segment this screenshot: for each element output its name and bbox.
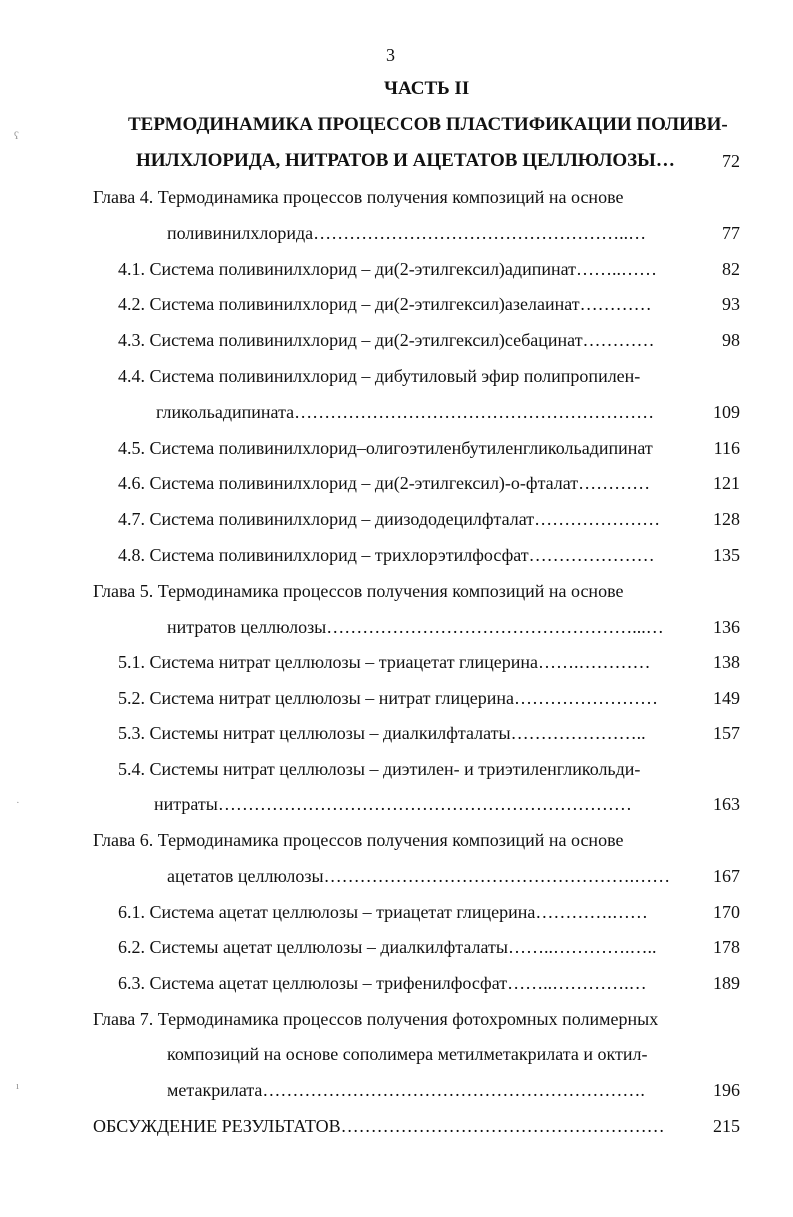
toc-item-page: 121: [713, 473, 740, 493]
chapter-page: 136: [713, 617, 740, 637]
toc-discussion: ОБСУЖДЕНИЕ РЕЗУЛЬТАТОВ………………………………………………: [93, 1116, 665, 1136]
toc-item-page: 149: [713, 688, 740, 708]
toc-item-5-3: 5.3. Системы нитрат целлюлозы – диалкилфталаты…………………..: [118, 723, 646, 743]
toc-item-page: 128: [713, 509, 740, 529]
toc-item-page: 109: [713, 402, 740, 422]
toc-item-page: 170: [713, 902, 740, 922]
chapter-title-line1: Глава 7. Термодинамика процессов получения фотохромных полимерных: [93, 1009, 659, 1029]
toc-discussion-page: 215: [713, 1116, 740, 1136]
toc-item-page: 189: [713, 973, 740, 993]
toc-item-4-2: 4.2. Система поливинилхлорид – ди(2-этилгексил)азелаинат…………: [118, 294, 652, 314]
toc-item-page: 157: [713, 723, 740, 743]
chapter-title-line2: поливинилхлорида……………………………………………..…: [167, 223, 647, 243]
chapter-page: 196: [713, 1080, 740, 1100]
chapter-title-line2: ацетатов целлюлозы…………………………………………….……: [167, 866, 671, 886]
part-heading-line1: ТЕРМОДИНАМИКА ПРОЦЕССОВ ПЛАСТИФИКАЦИИ ПОЛИВИ-: [128, 114, 728, 135]
toc-item-4-1: 4.1. Система поливинилхлорид – ди(2-этилгексил)адипинат……..……: [118, 259, 657, 279]
toc-item-page: 98: [722, 330, 740, 350]
toc-item-6-1: 6.1. Система ацетат целлюлозы – триацетат глицерина………….……: [118, 902, 648, 922]
toc-item-6-2: 6.2. Системы ацетат целлюлозы – диалкилфталаты……..………….…..: [118, 937, 657, 957]
chapter-title-line1: Глава 4. Термодинамика процессов получения композиций на основе: [93, 187, 624, 207]
toc-item-5-4-line2: нитраты……………………………………………………………: [154, 794, 632, 814]
toc-item-4-7: 4.7. Система поливинилхлорид – диизододецилфталат…………………: [118, 509, 661, 529]
chapter-title-line1: Глава 5. Термодинамика процессов получения композиций на основе: [93, 581, 624, 601]
toc-item-4-8: 4.8. Система поливинилхлорид – трихлорэтилфосфат…………………: [118, 545, 655, 565]
part-heading-line2: НИЛХЛОРИДА, НИТРАТОВ И АЦЕТАТОВ ЦЕЛЛЮЛОЗЫ…: [136, 150, 675, 171]
scan-mark: ·: [16, 797, 20, 809]
toc-item-page: 116: [713, 438, 740, 458]
toc-item-page: 82: [722, 259, 740, 279]
chapter-title-line1: Глава 6. Термодинамика процессов получения композиций на основе: [93, 830, 624, 850]
part-heading-page: 72: [722, 151, 740, 171]
toc-item-page: 138: [713, 652, 740, 672]
toc-item-page: 163: [713, 794, 740, 814]
chapter-title-line2: нитратов целлюлозы……………………………………………...…: [167, 617, 664, 637]
toc-item-page: 135: [713, 545, 740, 565]
toc-item-5-1: 5.1. Система нитрат целлюлозы – триацетат глицерина…….…………: [118, 652, 651, 672]
toc-item-4-4-line1: 4.4. Система поливинилхлорид – дибутиловый эфир полипропилен-: [118, 366, 641, 386]
toc-item-page: 178: [713, 937, 740, 957]
toc-item-6-3: 6.3. Система ацетат целлюлозы – трифенилфосфат……..………….…: [118, 973, 647, 993]
chapter-page: 167: [713, 866, 740, 886]
chapter-page: 77: [722, 223, 740, 243]
toc-item-5-2: 5.2. Система нитрат целлюлозы – нитрат глицерина……………………: [118, 688, 658, 708]
toc-item-4-4-line2: гликольадипината……………………………………………………: [156, 402, 655, 422]
chapter-title-line2: композиций на основе сополимера метилметакрилата и октил-: [167, 1044, 648, 1064]
toc-item-page: 93: [722, 294, 740, 314]
toc-item-4-5: 4.5. Система поливинилхлорид–олигоэтиленбутиленгликольадипинат: [118, 438, 653, 458]
scan-mark: ʕ: [14, 130, 19, 142]
toc-item-4-3: 4.3. Система поливинилхлорид – ди(2-этилгексил)себацинат…………: [118, 330, 655, 350]
page-number: 3: [386, 45, 395, 65]
chapter-title-line3: метакрилата……………………………………………………….: [167, 1080, 645, 1100]
toc-item-4-6: 4.6. Система поливинилхлорид – ди(2-этилгексил)-о-фталат…………: [118, 473, 651, 493]
scan-mark: ı: [16, 1080, 20, 1092]
toc-item-5-4-line1: 5.4. Системы нитрат целлюлозы – диэтилен- и триэтиленгликольди-: [118, 759, 641, 779]
part-title: ЧАСТЬ II: [384, 78, 470, 99]
